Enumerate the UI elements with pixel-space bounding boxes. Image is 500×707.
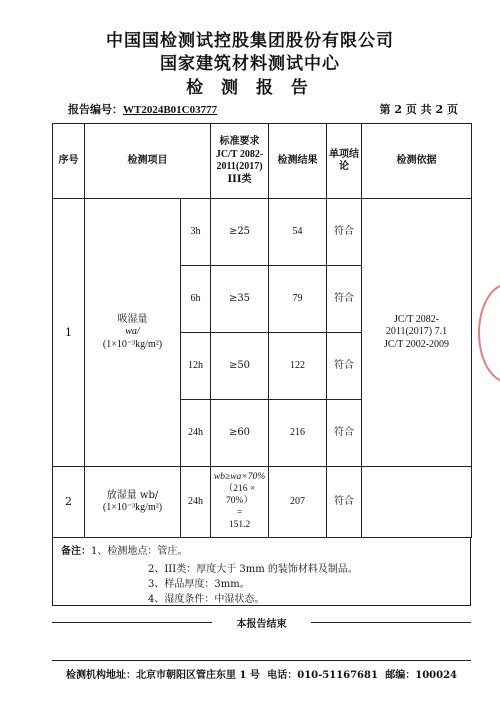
report-number-value: WT2024B01C03777 <box>123 104 218 116</box>
row1-conclusion-1: 符合 <box>327 199 362 266</box>
notes-first-line <box>61 542 187 557</box>
note-item-2: 2、III类：厚度大于 3mm 的装饰材料及制品。 <box>148 564 358 575</box>
row2-result: 207 <box>269 467 327 538</box>
row1-result-2: 79 <box>269 266 327 333</box>
footer-divider <box>52 660 471 661</box>
report-end-text: 本报告结束 <box>236 619 287 630</box>
report-number-label: 报告编号： <box>68 103 123 116</box>
row2-conclusion: 符合 <box>327 467 362 538</box>
footer-address: 检测机构地址：北京市朝阳区管庄东里 1 号 <box>66 670 260 681</box>
footer-phone: 电话：010-51167681 <box>267 670 378 681</box>
notes-section <box>52 538 471 606</box>
header-standard-line4: III类 <box>227 173 252 185</box>
footer-postcode: 邮编：100024 <box>385 670 457 681</box>
row1-req-4: ≥60 <box>211 400 269 467</box>
row1-basis-line3: JC/T 2002-2009 <box>383 338 450 350</box>
row1-time-4: 24h <box>181 400 211 467</box>
header-result: 检测结果 <box>269 124 327 199</box>
header-item: 检测项目 <box>85 124 211 199</box>
row1-item-symbol: wa/ <box>125 326 140 338</box>
header-standard-line2: JC/T 2082- <box>215 148 264 160</box>
page-info: 第 2 页 共 2 页 <box>379 103 458 116</box>
row1-basis <box>362 199 472 467</box>
row2-item-name: 放湿量 wb/ <box>106 489 159 501</box>
row1-time-3: 12h <box>181 333 211 400</box>
company-name: 中国国检测试控股集团股份有限公司 <box>106 31 394 51</box>
row1-req-2: ≥35 <box>211 266 269 333</box>
header-seq: 序号 <box>53 124 85 199</box>
row1-result-3: 122 <box>269 333 327 400</box>
footer <box>52 666 471 681</box>
table-row <box>53 467 472 538</box>
row1-item <box>85 199 181 467</box>
header-basis: 检测依据 <box>362 124 472 199</box>
note-item-1: 1、检测地点：管庄。 <box>91 546 188 557</box>
row2-seq: 2 <box>53 467 85 538</box>
row1-conclusion-3: 符合 <box>327 333 362 400</box>
table-header-row <box>53 124 472 199</box>
center-name: 国家建筑材料测试中心 <box>160 54 340 74</box>
notes-label: 备注： <box>61 546 91 557</box>
row2-req-line2: （216 × 70%） <box>223 484 256 507</box>
report-end-marker <box>52 615 471 629</box>
results-table <box>52 123 472 538</box>
header-standard <box>211 124 269 199</box>
row2-item <box>85 467 181 538</box>
header-standard-line1: 标准要求 <box>219 136 260 147</box>
note-item-3: 3、样品厚度：3mm。 <box>148 579 250 590</box>
table-row <box>53 199 472 266</box>
row1-basis-line2: 2011(2017) 7.1 <box>385 326 448 338</box>
row1-req-3: ≥50 <box>211 333 269 400</box>
row1-conclusion-4: 符合 <box>327 400 362 467</box>
row2-time: 24h <box>181 467 211 538</box>
note-item-4: 4、湿度条件：中湿状态。 <box>148 594 265 605</box>
row2-basis-empty <box>362 467 472 538</box>
row1-basis-line1: JC/T 2082- <box>393 313 440 325</box>
row1-time-2: 6h <box>181 266 211 333</box>
header-conclusion: 单项结论 <box>327 124 362 199</box>
seal-stamp-icon <box>478 283 500 383</box>
row2-req-line1: wb≥wa×70% <box>213 472 266 483</box>
row1-result-1: 54 <box>269 199 327 266</box>
row1-time-1: 3h <box>181 199 211 266</box>
row1-req-1: ≥25 <box>211 199 269 266</box>
row1-item-name: 吸湿量 <box>117 313 148 325</box>
report-title: 检 测 报 告 <box>186 78 314 98</box>
row1-seq: 1 <box>53 199 85 467</box>
row2-req <box>211 467 269 538</box>
row2-req-line4: 151.2 <box>228 519 251 530</box>
row2-item-unit: (1×10⁻³kg/m²) <box>102 502 163 513</box>
header-standard-line3: 2011(2017) <box>216 161 263 172</box>
row1-item-unit: (1×10⁻³kg/m²) <box>102 338 163 350</box>
report-number <box>68 101 217 117</box>
row1-conclusion-2: 符合 <box>327 266 362 333</box>
row1-result-4: 216 <box>269 400 327 467</box>
row2-req-line3: = <box>236 507 243 518</box>
